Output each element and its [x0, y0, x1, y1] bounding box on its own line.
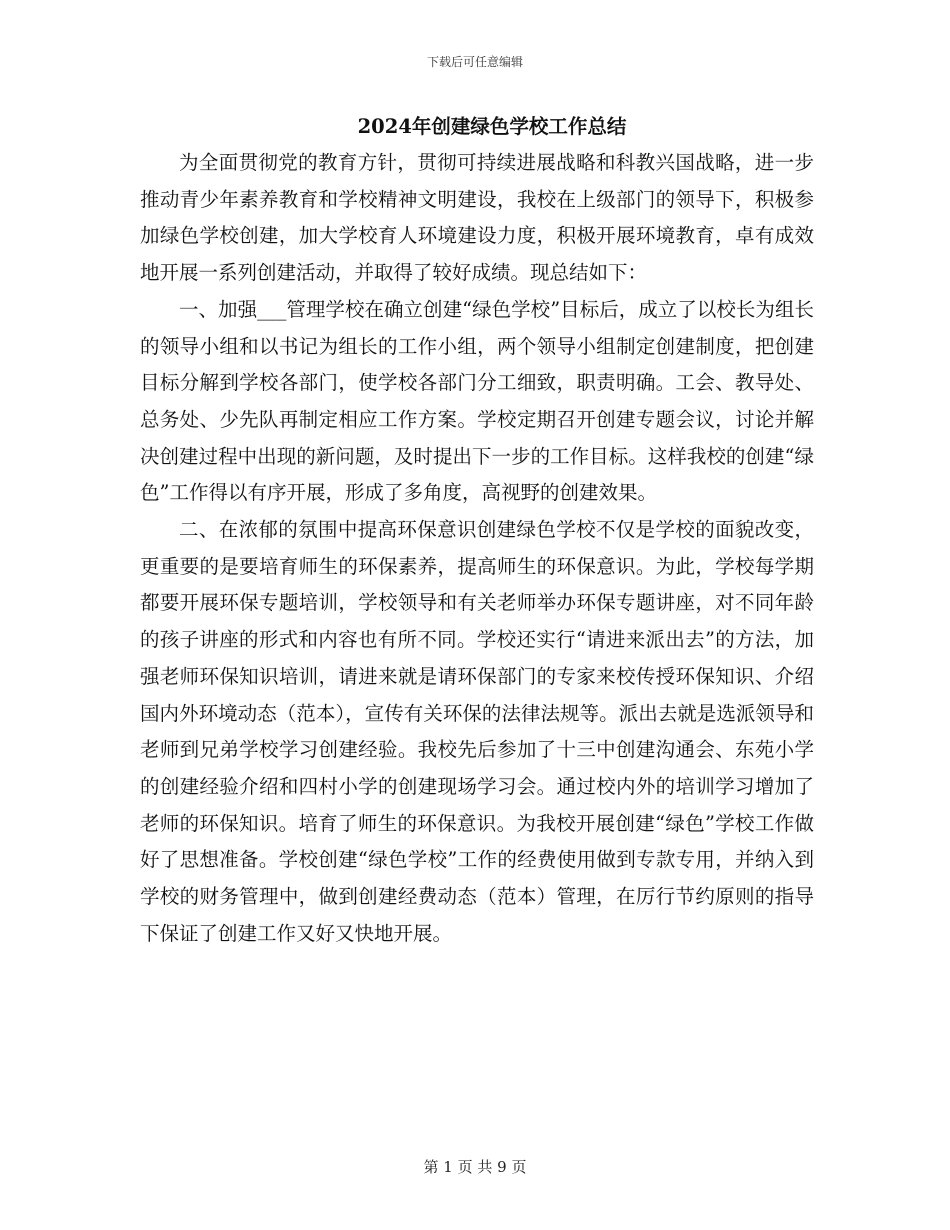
page-footer: 第 1 页 共 9 页 — [423, 1158, 527, 1176]
document-title: 2024年创建绿色学校工作总结 — [357, 115, 627, 138]
page-header: 下载后可任意编辑 — [426, 55, 523, 69]
document-body — [140, 145, 814, 952]
paragraph-section-2: 二、在浓郁的氛围中提高环保意识创建绿色学校不仅是学校的面貌改变，更重要的是要培育师生的环保素养，提高师生的环保意识。为此，学校每学期都要开展环保专题培训，学校领导和有关老师举办环保专题讲座，对不同年龄的孩子讲座的形式和内容也有所不同。学校还实行“请进来派出去”的方法，加强老师环保知识培训，请进来就是请环保部门的专家来校传授环保知识、介绍国内外环境动态（范本），宣传有关环保的法律法规等。派出去就是选派领导和老师到兄弟学校学习创建经验。我校先后参加了十三中创建沟通会、东苑小学的创建经验介绍和四村小学的创建现场学习会。通过校内外的培训学习增加了老师的环保知识。培育了师生的环保意识。为我校开展创建“绿色”学校工作做好了思想准备。学校创建“绿色学校”工作的经费使用做到专款专用，并纳入到学校的财务管理中，做到创建经费动态（范本）管理，在厉行节约原则的指导下保证了创建工作又好又快地开展。 — [140, 518, 814, 945]
paragraph-intro: 为全面贯彻党的教育方针，贯彻可持续进展战略和科教兴国战略，进一步推动青少年素养教育和学校精神文明建设，我校在上级部门的领导下，积极参加绿色学校创建，加大学校育人环境建设力度，积极开展环境教育，卓有成效地开展一系列创建活动，并取得了较好成绩。现总结如下： — [140, 151, 814, 285]
paragraph-section-1: 一、加强___管理学校在确立创建“绿色学校”目标后，成立了以校长为组长的领导小组和以书记为组长的工作小组，两个领导小组制定创建制度，把创建目标分解到学校各部门，使学校各部门分工细致，职责明确。工会、教导处、总务处、少先队再制定相应工作方案。学校定期召开创建专题会议，讨论并解决创建过程中出现的新问题，及时提出下一步的工作目标。这样我校的创建“绿色”工作得以有序开展，形成了多角度，高视野的创建效果。 — [140, 297, 814, 505]
